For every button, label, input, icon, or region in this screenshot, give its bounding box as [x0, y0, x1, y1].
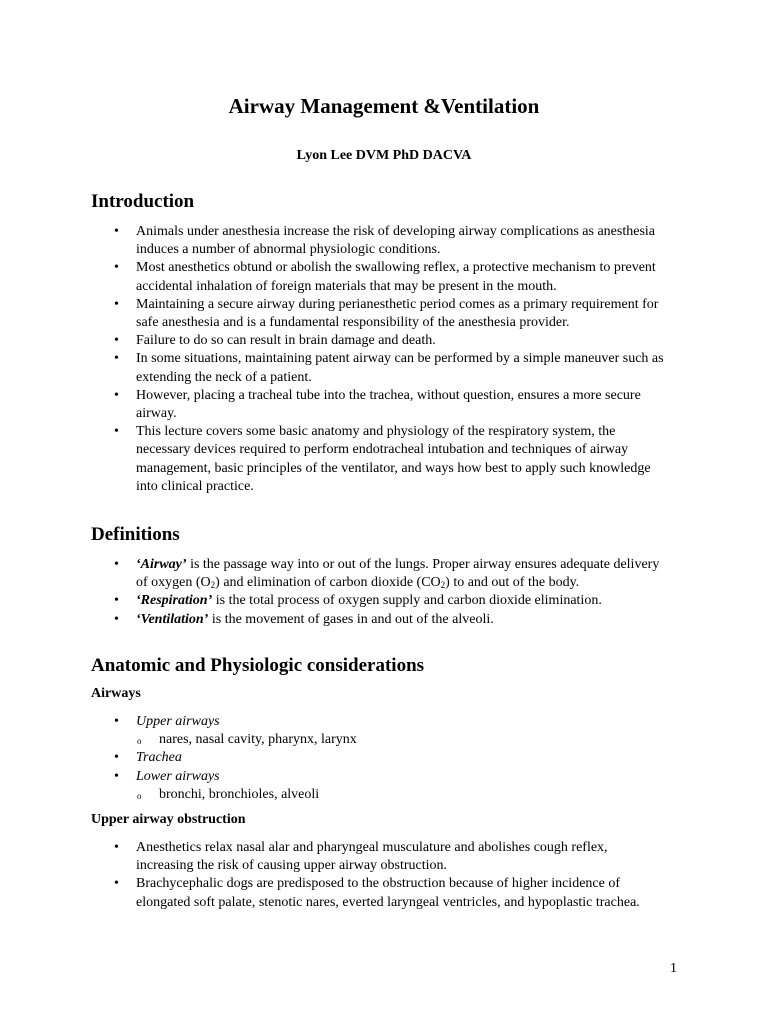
anatomic-heading: Anatomic and Physiologic considerations: [91, 655, 425, 676]
obstruction-list: [0, 839, 768, 912]
airways-list: [0, 713, 768, 804]
document-author: Lyon Lee DVM PhD DACVA: [296, 148, 472, 163]
bullet-icon: •: [114, 768, 119, 784]
bullet-icon: •: [114, 750, 119, 766]
list-item: • Lower airways: [0, 768, 768, 786]
bullet-icon: •: [114, 260, 119, 276]
list-item: • Anesthetics relax nasal alar and pharyngeal musculature and abolishes cough reflex, increasing the risk of causing upper airway obstruction.: [114, 840, 608, 874]
list-item: • Failure to do so can result in brain damage and death.: [0, 332, 768, 350]
term-airway: ‘Airway’: [136, 557, 187, 572]
bullet-icon: •: [114, 840, 119, 855]
circle-bullet-icon: o: [137, 790, 142, 801]
list-item: • However, placing a tracheal tube into the trachea, without question, ensures a more secure airway.: [114, 387, 641, 422]
sub-list-item: o bronchi, bronchioles, alveoli: [0, 786, 768, 804]
circle-bullet-icon: o: [137, 736, 142, 747]
bullet-icon: •: [114, 387, 119, 403]
airways-heading: Airways: [91, 686, 141, 701]
bullet-icon: •: [114, 611, 119, 627]
term-respiration: ‘Respiration’: [136, 593, 213, 609]
bullet-icon: •: [114, 876, 119, 892]
bullet-icon: •: [114, 333, 119, 349]
introduction-heading: Introduction: [91, 191, 195, 212]
definition-ventilation: • ‘Ventilation’ is the movement of gases in and out of the alveoli.: [0, 611, 768, 629]
definition-airway: • ‘Airway’ is the passage way into or out of the lungs. Proper airway ensures adequate delivery of oxygen $(O_2)$ and elimination of carbon dioxide $(CO_2)$ to and out of the body.: [114, 557, 660, 591]
bullet-icon: •: [114, 557, 119, 572]
sub-list-item: o nares, nasal cavity, pharynx, larynx: [0, 731, 768, 749]
bullet-icon: •: [114, 714, 119, 729]
obstruction-heading: Upper airway obstruction: [91, 812, 246, 827]
bullet-icon: •: [114, 296, 119, 312]
definition-respiration: • ‘Respiration’ is the total process of oxygen supply and carbon dioxide elimination.: [0, 592, 768, 610]
page-number: 1: [670, 961, 677, 976]
bullet-icon: •: [114, 351, 119, 367]
list-item: • This lecture covers some basic anatomy and physiology of the respiratory system, the necessary devices required to perform endotracheal intubation and techniques of airway management, basic principles of the ventilator, and ways how best to apply such knowledge into clinical practice.: [114, 424, 651, 494]
list-item: • Animals under anesthesia increase the risk of developing airway complications as anesthesia induces a number of abnormal physiologic conditions.: [114, 224, 655, 258]
bullet-icon: •: [114, 224, 119, 239]
introduction-list: [0, 223, 768, 496]
bullet-icon: •: [114, 593, 119, 609]
list-item: • Most anesthetics obtund or abolish the swallowing reflex, a protective mechanism to prevent accidental inhalation of foreign materials that may be present in the mouth.: [114, 260, 656, 294]
list-item: • Brachycephalic dogs are predisposed to the obstruction because of higher incidence of elongated soft palate, stenotic nares, everted laryngeal ventricles, and hypoplastic trachea.: [114, 876, 640, 910]
definitions-list: [0, 556, 768, 629]
document-title: Airway Management &Ventilation: [228, 94, 540, 118]
definitions-heading: Definitions: [91, 524, 180, 545]
list-item: • In some situations, maintaining patent airway can be performed by a simple maneuver such as extending the neck of a patient.: [114, 351, 664, 385]
list-item: • Trachea: [0, 749, 768, 767]
bullet-icon: •: [114, 424, 119, 440]
term-ventilation: ‘Ventilation’: [136, 611, 209, 627]
list-item: • Maintaining a secure airway during perianesthetic period comes as a primary requirement for safe anesthesia and is a fundamental responsibility of the anesthesia provider.: [114, 296, 659, 331]
list-item: • Upper airways: [0, 713, 768, 731]
